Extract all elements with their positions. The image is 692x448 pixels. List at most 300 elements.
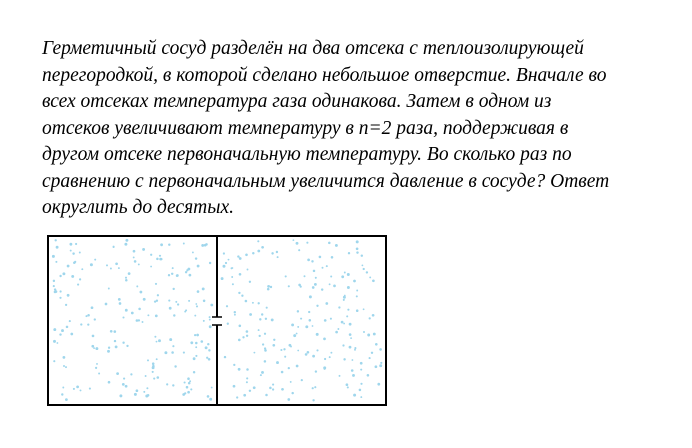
gas-particle [239,273,242,276]
gas-particle [113,246,115,248]
gas-particle [243,394,246,397]
gas-particle [207,343,209,345]
gas-particle [136,285,138,287]
gas-particle [85,315,87,317]
gas-particle [203,300,206,303]
gas-particle [346,383,349,386]
gas-particle [65,366,67,368]
gas-particle [257,240,259,242]
gas-particle [134,260,137,263]
gas-particle [171,351,174,354]
gas-particle [185,309,187,311]
problem-line: всех отсеках температура газа одинакова. Затем в одном из [42,91,552,112]
gas-particle [360,396,362,398]
gas-particle [245,253,248,256]
gas-particle [79,252,81,254]
gas-particle [122,342,124,344]
gas-particle [314,386,316,388]
gas-particle [138,263,140,265]
gas-particle [356,251,358,253]
gas-particle [309,319,312,322]
gas-particle [63,356,66,359]
gas-particle [249,390,251,392]
gas-particle [196,305,198,307]
gas-particle [65,304,67,306]
gas-particle [67,265,70,268]
gas-particle [53,360,55,362]
gas-particle [296,242,299,245]
vessel-diagram [46,234,390,408]
gas-particle [379,364,382,367]
gas-particle [128,272,131,275]
gas-particle [169,338,172,341]
gas-particle [309,295,312,298]
gas-particle [265,394,268,397]
gas-particle [307,259,310,262]
gas-particle [94,318,96,320]
gas-particle [227,323,229,325]
gas-particle [92,335,95,338]
gas-particle [316,349,318,351]
gas-particle [139,291,142,294]
gas-particle [284,356,286,358]
gas-particle [145,375,147,377]
gas-particle [247,269,249,271]
gas-particle [193,371,195,373]
gas-particle [60,290,62,292]
gas-particle [61,393,63,395]
gas-particle [272,384,274,386]
gas-particle [201,244,204,247]
gas-particle [152,362,155,365]
gas-particle [312,387,314,389]
gas-particle [105,303,108,306]
gas-particle [269,387,272,390]
gas-particle [300,318,302,320]
gas-particle [71,275,74,278]
gas-particle [66,326,69,329]
gas-particle [164,351,167,354]
gas-particle [125,277,127,279]
gas-particle [123,378,125,380]
gas-particle [343,358,345,360]
gas-particle [356,247,359,250]
gas-particle [110,330,113,333]
gas-particle [171,273,173,275]
gas-particle [270,286,272,288]
gas-particle [289,344,292,347]
gas-particle [236,396,238,398]
gas-particle [134,393,137,396]
gas-particle [373,333,376,336]
gas-particle [203,320,205,322]
gas-particle [347,273,350,276]
gas-particle [264,360,267,363]
gas-particle [207,395,210,398]
gas-particle [154,300,156,302]
gas-particle [53,285,55,287]
gas-particle [156,258,159,261]
gas-particle [369,317,371,319]
gas-particle [234,314,236,316]
gas-particle [210,304,213,307]
gas-particle [194,334,196,336]
gas-particle [156,358,158,360]
gas-particle [351,369,354,372]
gas-particle [174,365,176,367]
gas-particle [145,395,148,398]
gas-particle [363,268,365,270]
gas-particle [343,299,345,301]
gas-particle [209,398,212,401]
gas-particle [175,301,177,303]
gas-particle [193,357,196,360]
gas-particle [183,352,185,354]
gas-particle [231,267,233,269]
gas-particle [343,296,346,299]
gas-particle [172,267,174,269]
gas-particle [257,250,260,253]
gas-particle [361,254,363,256]
gas-particle [168,243,170,245]
gas-particle [273,339,275,341]
gas-particle [246,377,248,379]
gas-particle [52,255,55,258]
gas-particle [166,383,168,385]
gas-particle [197,290,200,293]
gas-particle [225,262,227,264]
gas-particle [153,378,155,380]
gas-particle [119,394,122,397]
gas-particle [238,339,241,342]
gas-particle [252,302,254,304]
gas-particle [138,308,141,311]
gas-particle [208,358,211,361]
gas-particle [344,272,346,274]
gas-particle [367,334,370,337]
gas-particle [321,288,323,290]
gas-particle [188,382,191,385]
problem-line: округлить до десятых. [42,197,234,218]
gas-particle [354,349,356,351]
gas-particle [312,355,315,358]
gas-particle [152,366,155,369]
gas-particle [367,374,370,377]
gas-particle [339,375,341,377]
gas-particle [186,386,189,389]
gas-particle [312,399,314,401]
gas-particle [65,398,68,401]
gas-particle [266,307,268,309]
gas-particle [349,346,352,349]
gas-particle [206,357,208,359]
gas-particle [252,252,254,254]
gas-particle [95,367,97,369]
gas-particle [315,277,317,279]
gas-particle [195,257,197,259]
gas-particle [349,333,352,336]
gas-particle [55,261,57,263]
gas-particle [249,281,251,283]
gas-particle [159,258,162,261]
gas-particle [91,306,94,309]
gas-particle [80,323,82,325]
gas-particle [331,256,334,259]
gas-particle [283,348,285,350]
gas-particle [377,383,380,386]
gas-particle [271,318,274,321]
gas-particle [125,239,128,242]
gas-particle [267,288,270,291]
gas-particle [288,285,290,287]
gas-particle [122,316,124,318]
gas-particle [261,371,264,374]
gas-particle [348,252,350,254]
problem-line: перегородкой, в которой сделано небольшое отверстие. Вначале во [42,64,607,86]
gas-particle [142,248,145,251]
gas-particle [359,389,362,392]
gas-particle [155,283,157,285]
gas-particle [360,383,362,385]
gas-particle [292,239,294,241]
gas-particle [67,294,70,297]
gas-particle [62,272,65,275]
gas-particle [130,373,132,375]
gas-particle [233,385,236,388]
gas-particle [272,344,275,347]
gas-particle [187,268,190,271]
gas-particle [296,333,298,335]
gas-particle [195,342,198,345]
gas-particle [94,259,96,261]
gas-particle [119,302,122,305]
gas-particle [59,333,61,335]
gas-particle [106,264,108,266]
gas-particle [150,266,152,268]
gas-particle [335,244,338,247]
gas-particle [168,300,170,302]
gas-particle [259,318,261,320]
gas-particle [157,294,159,296]
gas-particle [260,374,262,376]
gas-particle [187,391,190,394]
gas-particle [202,287,205,290]
gas-particle [226,305,228,307]
gas-particle [246,335,248,337]
gas-particle [223,252,225,254]
gas-particle [98,373,100,375]
gas-particle [354,347,356,349]
gas-particle [325,302,328,305]
gas-particle [115,345,118,348]
gas-particle [70,250,72,252]
problem-line: Герметичный сосуд разделён на два отсека с теплоизолирующей [42,38,584,59]
gas-particle [366,271,368,273]
gas-particle [316,305,318,307]
gas-particle [87,323,89,325]
gas-particle [147,314,149,316]
gas-particle [375,365,378,368]
gas-particle [281,371,284,374]
gas-particle [147,359,149,361]
gas-particle [288,367,290,369]
gas-particle [338,306,340,308]
gas-particle [287,398,290,401]
gas-particle [335,331,338,334]
gas-particle [352,374,355,377]
gas-particle [96,363,98,365]
gas-particle [261,246,264,249]
gas-particle [311,260,313,262]
gas-particle [258,302,260,304]
gas-particle [232,283,234,285]
gas-particle [80,389,82,391]
gas-particle [343,323,345,325]
gas-particle [264,333,266,335]
gas-particle [379,348,382,351]
gas-particle [342,344,344,346]
gas-particle [301,379,303,381]
gas-particle [53,280,55,282]
gas-particle [59,275,61,277]
gas-particle [246,381,248,383]
gas-particle [351,359,353,361]
gas-particle [304,275,306,277]
gas-particle [160,243,163,246]
gas-particle [125,385,128,388]
gas-particle [87,314,90,317]
gas-particle [75,243,77,245]
gas-particle [253,386,256,389]
gas-particle [375,343,378,346]
gas-particle [298,249,300,251]
gas-particle [330,275,332,277]
gas-particle [253,352,255,354]
gas-particle [73,262,76,265]
gas-particle [231,276,233,278]
gas-particle [176,275,178,277]
gas-particle [259,335,261,337]
gas-particle [159,255,161,257]
gas-particle [177,303,179,305]
gas-particle [356,309,359,312]
gas-particle [363,308,365,310]
gas-particle [316,333,319,336]
gas-particle [296,365,299,368]
problem-line: другом отсеке первоначальную температуру. Во сколько раз по [42,144,572,165]
gas-particle [194,315,196,317]
gas-particle [72,252,74,254]
gas-particle [118,298,121,301]
gas-particle [324,368,326,370]
gas-particle [90,263,93,266]
gas-particle [182,393,185,396]
gas-particle [56,246,59,249]
gas-particle [315,370,317,372]
gas-particle [131,312,134,315]
gas-particle [108,381,111,384]
gas-particle [285,275,287,277]
gas-particle [276,361,279,364]
gas-particle [297,310,299,312]
gas-particle [143,391,145,393]
gas-particle [291,392,293,394]
gas-particle [347,309,349,311]
gas-particle [55,290,58,293]
gas-particle [126,345,128,347]
gas-particle [124,243,127,246]
gas-particle [173,314,175,316]
gas-particle [142,321,144,323]
gas-particle [125,279,128,282]
gas-particle [95,347,98,350]
gas-particle [346,315,348,317]
gas-particle [189,274,192,277]
gas-particle [190,341,193,344]
gas-particle [183,243,185,245]
vessel-figure [46,234,390,408]
gas-particle [152,371,154,373]
gas-particle [264,347,266,349]
gas-particle [297,326,299,328]
gas-particle [372,314,375,317]
gas-particle [313,270,316,273]
gas-particle [306,242,308,244]
gas-particle [211,387,213,389]
gas-particle [197,265,200,268]
gas-particle [241,295,243,297]
gas-particle [337,328,339,330]
gas-particle [158,339,161,342]
gas-particle [246,368,249,371]
gas-particle [173,288,175,290]
gas-particle [63,365,65,367]
gas-particle [261,313,263,315]
gas-particle [329,283,331,285]
gas-particle [69,243,72,246]
gas-particle [307,351,310,354]
gas-particle [115,262,118,265]
gas-particle [157,376,160,379]
gas-particle [245,300,248,303]
gas-particle [237,255,239,257]
gas-particle [258,329,260,331]
gas-particle [330,318,332,320]
gas-particle [308,311,310,313]
gas-particle [122,383,125,386]
gas-particle [272,388,274,390]
gas-particle [53,328,56,331]
gas-particle [205,346,208,349]
gas-particle [246,330,249,333]
gas-particle [347,286,350,289]
gas-particle [150,254,152,256]
gas-particle [146,387,148,389]
gas-particle [73,388,75,390]
gas-particle [319,256,322,259]
gas-particle [76,386,79,389]
gas-particle [234,311,236,313]
gas-particle [305,325,308,328]
gas-particle [172,384,174,386]
gas-particle [155,315,158,318]
gas-particle [233,364,235,366]
gas-particle [293,334,296,337]
gas-particle [156,341,158,343]
gas-particle [323,338,326,341]
gas-particle [324,319,327,322]
gas-particle [290,381,292,383]
